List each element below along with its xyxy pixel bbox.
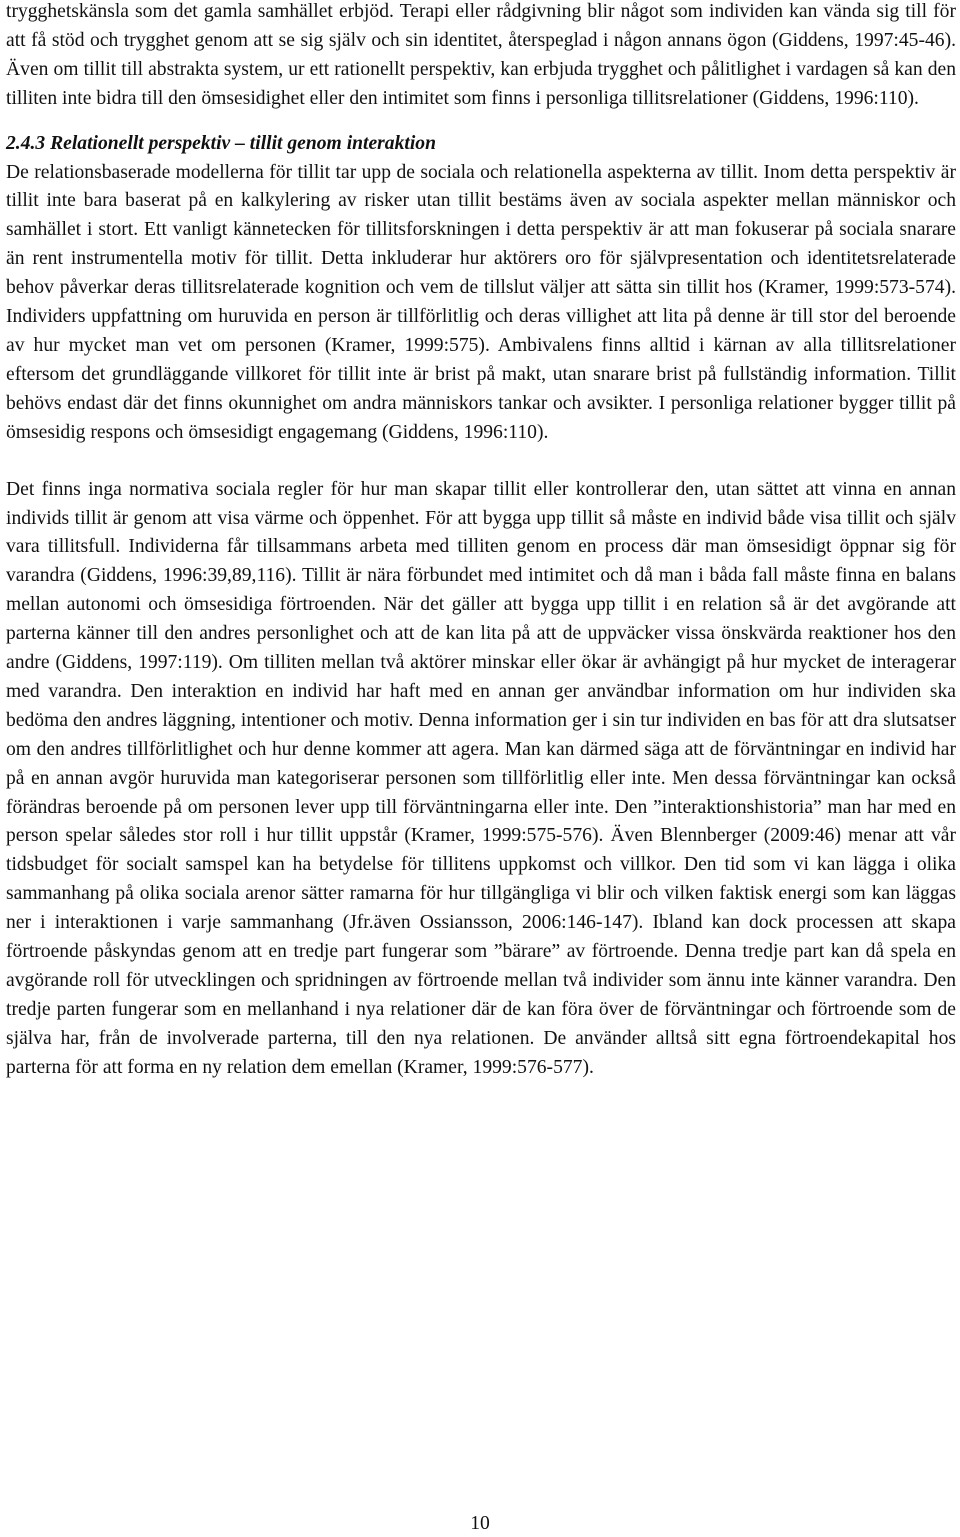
intro-paragraph: trygghetskänsla som det gamla samhället erbjöd. Terapi eller rådgivning blir något som individen kan vända sig till för att få stöd och trygghet genom att se sig själv och sin identitet, återspeglad i någon annans ögon (Giddens, 1997:45-46). Även om tillit till abstrakta system, ur ett rationellt perspektiv, kan erbjuda trygghet och pålitlighet i vardagen så kan den tilliten inte bidra till den ömsesidighet eller den intimitet som finns i personliga tillitsrelationer (Giddens, 1996:110). — [6, 1, 956, 109]
body-paragraph-2: Det finns inga normativa sociala regler för hur man skapar tillit eller kontrollerar den, utan sättet att vinna en annan individs tillit är genom att visa värme och öppenhet. För att bygga upp tillit så måste en individ både visa tillit och själv vara tillitsfull. Individerna får tillsammans arbeta med tilliten genom en process där man ömsesidigt öppnar sig för varandra (Giddens, 1996:39,89,116). Tillit är nära förbundet med intimitet och då man i båda fall måste finna en balans mellan autonomi och ömsesidiga förtroenden. När det gäller att bygga upp tillit i en relation så är det avgörande att parterna känner till den andres personlighet och att de kan lita på att de uppväcker vissa önskvärda reaktioner hos den andre (Giddens, 1997:119). Om tilliten mellan två aktörer minskar eller ökar är avhängigt på hur mycket de interagerar med varandra. Den interaktion en individ har haft med en annan ger användbar information om hur individen ska bedöma den andres läggning, intentioner och motiv. Denna information ger i sin tur individen en bas för att dra slutsatser om den andres tillförlitlighet och hur denne kommer att agera. Man kan därmed säga att de förväntningar en individ har på en annan avgör huruvida man kategoriserar personen som tillförlitlig eller inte. Men dessa förväntningar kan också förändras beroende på om personen lever upp till förväntningarna eller inte. Den ”interaktionshistoria” man har med en person spelar således stor roll i hur tillit uppstår (Kramer, 1999:575-576). Även Blennberger (2009:46) menar att vår tidsbudget för socialt samspel kan ha betydelse för tillitens uppkomst och villkor. Den tid som vi kan lägga i olika sammanhang på olika sociala arenor sätter ramarna för hur tillgängliga vi blir och vilken faktisk energi som kan läggas ner i interaktionen i varje sammanhang (Jfr.även Ossiansson, 2006:146-147). Ibland kan dock processen att skapa förtroende påskyndas genom att en tredje part fungerar som ”bärare” av förtroende. Denna tredje part kan då spela en avgörande roll för utvecklingen och spridningen av förtroende mellan två individer som ännu inte känner varandra. Den tredje parten fungerar som en mellanhand i nya relationer där de kan föra över de förväntningar och förtroende som de själva har, från de involverade parterna, till den nya relationen. De använder alltså sitt egna förtroendekapital hos parterna för att forma en ny relation dem emellan (Kramer, 1999:576-577). — [6, 478, 956, 1078]
paragraph-spacer — [6, 448, 956, 476]
page-number: 10 — [470, 1513, 490, 1534]
section-heading: 2.4.3 Relationellt perspektiv – tillit genom interaktion — [6, 132, 436, 154]
body-paragraph-1: De relationsbaserade modellerna för tillit tar upp de sociala och relationella aspekterna av tillit. Inom detta perspektiv är tillit inte bara baserat på en kalkylering av risker utan tillit bestäms även av sociala aspekter mellan människor och samhället i stort. Ett vanligt kännetecken för tillitsforskningen i detta perspektiv är att man fokuserar på sociala snarare än rent instrumentella motiv för tillit. Detta inkluderar hur aktörers oro för självpresentation och identitetsrelaterade behov påverkar deras tillitsrelaterade kognition och vem de tillslut väljer att sätta sin tillit hos (Kramer, 1999:573-574). Individers uppfattning om huruvida en person är tillförlitlig och deras villighet att lita på denne är till stor del beroende av hur mycket man vet om personen (Kramer, 1999:575). Ambivalens finns alltid i kärnan av alla tillitsrelationer eftersom det grundläggande villkoret för tillit inte är brist på makt, utan snarare brist på fullständig information. Tillit behövs endast där det finns okunnighet om andra människors tankar och avsikter. I personliga relationer bygger tillit på ömsesidig respons och ömsesidigt engagemang (Giddens, 1996:110). — [6, 161, 956, 443]
document-page — [6, 0, 956, 1083]
